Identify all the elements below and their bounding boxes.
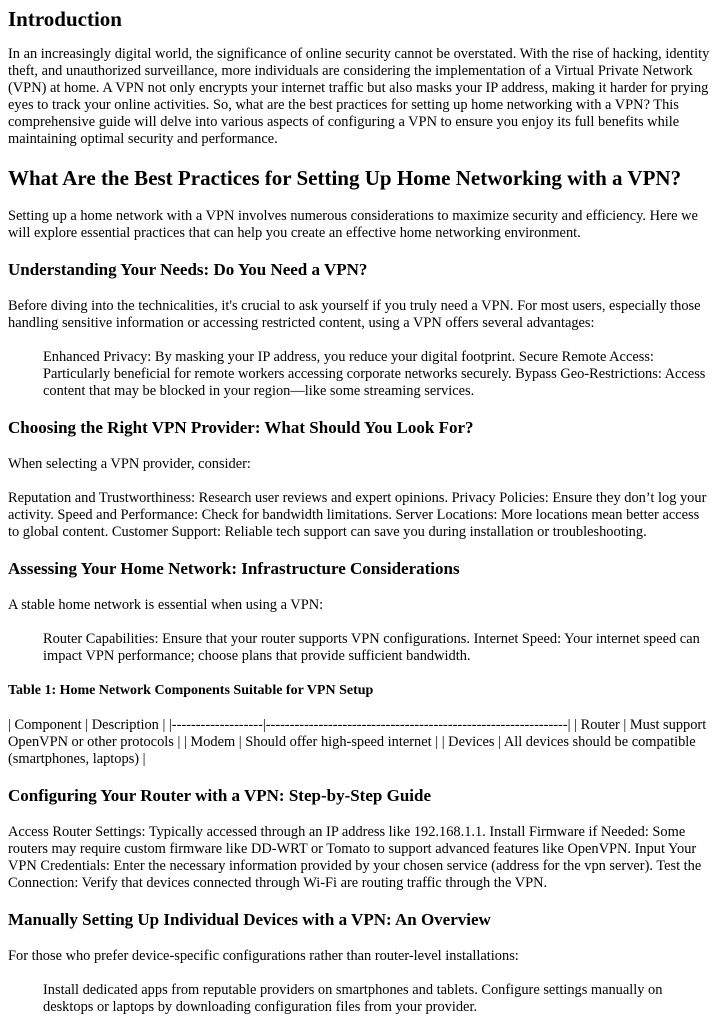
intro-paragraph: In an increasingly digital world, the significance of online security cannot be overstated. With the rise of hacking, identity theft, and unauthorized surveillance, more individuals are considering the implementation of a Virtual Private Network (VPN) at home. A VPN not only encrypts your internet traffic but also masks your IP address, making it harder for prying eyes to track your online activities. So, what are the best practices for setting up home networking with a VPN? This comprehensive guide will delve into various aspects of configuring a VPN to ensure you enjoy its full benefits while maintaining optimal security and performance. [8, 46, 710, 147]
provider-intro: When selecting a VPN provider, consider: [8, 456, 251, 472]
provider-paragraph: Reputation and Trustworthiness: Research user reviews and expert opinions. Privacy Policies: Ensure they don’t log your activity. Speed and Performance: Check for bandwidth limitations. Server Locations: More locations mean better access to global content. Customer Support: Reliable tech support can save you during installation or troubleshooting. [8, 490, 707, 540]
table-raw-text: | Component | Description | |-------------------|---------------------------------------------------------------| | Router | Must support OpenVPN or other protocols | | Modem | Should offer high-speed internet | | Devices | All devices should be compatible (smartphones, laptops) | [8, 717, 707, 767]
assess-quote: Router Capabilities: Ensure that your router supports VPN configurations. Internet Speed: Your internet speed can impact VPN performance; choose plans that provide sufficient bandwidth. [43, 631, 700, 664]
table-heading: Table 1: Home Network Components Suitable for VPN Setup [8, 683, 374, 698]
main-heading: What Are the Best Practices for Setting Up Home Networking with a VPN? [8, 166, 682, 190]
provider-heading: Choosing the Right VPN Provider: What Should You Look For? [8, 418, 474, 437]
assess-heading: Assessing Your Home Network: Infrastructure Considerations [8, 559, 460, 578]
router-heading: Configuring Your Router with a VPN: Step-by-Step Guide [8, 786, 431, 805]
article [0, 6, 720, 1016]
intro-heading: Introduction [8, 7, 122, 31]
main-paragraph: Setting up a home network with a VPN involves numerous considerations to maximize security and efficiency. Here we will explore essential practices that can help you create an effective home networking environment. [8, 208, 698, 241]
needs-heading: Understanding Your Needs: Do You Need a VPN? [8, 260, 368, 279]
devices-quote: Install dedicated apps from reputable providers on smartphones and tablets. Configure settings manually on desktops or laptops by downloading configuration files from your provider. [43, 982, 663, 1015]
devices-intro: For those who prefer device-specific configurations rather than router-level installations: [8, 948, 519, 964]
devices-heading: Manually Setting Up Individual Devices with a VPN: An Overview [8, 910, 491, 929]
needs-quote: Enhanced Privacy: By masking your IP address, you reduce your digital footprint. Secure Remote Access: Particularly beneficial for remote workers accessing corporate networks securely. Bypass Geo-Restrictions: Access content that may be blocked in your region—like some streaming services. [43, 349, 706, 399]
assess-intro: A stable home network is essential when using a VPN: [8, 597, 324, 613]
needs-paragraph: Before diving into the technicalities, it's crucial to ask yourself if you truly need a VPN. For most users, especially those handling sensitive information or accessing restricted content, using a VPN offers several advantages: [8, 298, 701, 331]
router-paragraph: Access Router Settings: Typically accessed through an IP address like 192.168.1.1. Install Firmware if Needed: Some routers may require custom firmware like DD-WRT or Tomato to support advanced features like OpenVPN. Input Your VPN Credentials: Enter the necessary information provided by your chosen service (address for the vpn server). Test the Connection: Verify that devices connected through Wi-Fi are routing traffic through the VPN. [8, 824, 702, 891]
